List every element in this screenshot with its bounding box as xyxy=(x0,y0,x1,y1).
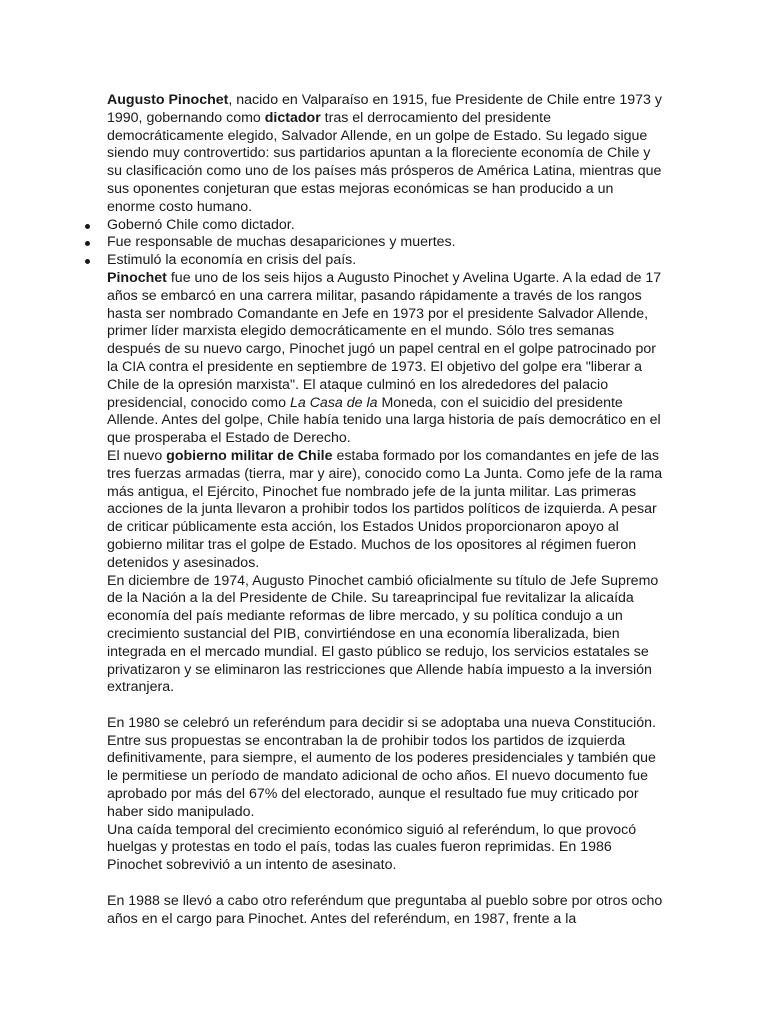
referendum-1988-paragraph: En 1988 se llevó a cabo otro referéndum que preguntaba al pueblo sobre por otros ocho años en el cargo para Pinochet. Antes del referéndum, en 1987, frente a la xyxy=(107,892,663,927)
bullet-item xyxy=(107,252,663,270)
bullet-list xyxy=(107,217,663,270)
p3-bold: gobierno militar de Chile xyxy=(166,447,333,464)
intro-text-1: , nacido en Valparaíso en 1915, fue Presidente de Chile entre 1973 y 1990, gobernando como xyxy=(107,92,662,126)
biography-paragraph xyxy=(107,270,663,448)
bullet-item xyxy=(107,234,663,252)
referendum-1980-paragraph: En 1980 se celebró un referéndum para decidir si se adoptaba una nueva Constitución. Entre sus propuestas se encontraban la de prohibir todos los partidos de izquierda definitivamente, para siempre, el aumento de los poderes presidenciales y también que le permitiese un período de mandato adicional de ocho años. El nuevo documento fue aprobado por más del 67% del electorado, aunque el resultado fue muy criticado por haber sido manipulado. xyxy=(107,714,656,820)
p2-italic: La Casa de la xyxy=(289,394,378,411)
bullet-dot-icon xyxy=(85,259,90,264)
intro-dictador: dictador xyxy=(264,109,321,126)
economy-paragraph: En diciembre de 1974, Augusto Pinochet cambió oficialmente su título de Jefe Supremo de la Nación a la del Presidente de Chile. Su tareaprincipal fue revitalizar la alicaída economía del país mediante reformas de libre mercado, y su política condujo a un crecimiento sustancial del PIB, convirtiéndose en una economía liberalizada, bien integrada en el mercado mundial. El gasto público se redujo, los servicios estatales se privatizaron y se eliminaron las restricciones que Allende había impuesto a la inversión extranjera. xyxy=(107,572,659,696)
bullet-dot-icon xyxy=(85,241,90,246)
bullet-item xyxy=(107,217,663,235)
p3-text-0: El nuevo xyxy=(107,447,167,464)
p2-text-2: Moneda, con el suicidio del presidente Allende. Antes del golpe, Chile había tenido una larga historia de país democrático en el que prosperaba el Estado de Derecho. xyxy=(107,394,661,447)
p2-name: Pinochet xyxy=(107,269,167,286)
bullet-text: Estimuló la economía en crisis del país. xyxy=(107,252,357,269)
document-body xyxy=(107,92,663,928)
protests-paragraph: Una caída temporal del crecimiento económico siguió al referéndum, lo que provocó huelgas y protestas en todo el país, todas las cuales fueron reprimidas. En 1986 Pinochet sobrevivió a un intento de asesinato. xyxy=(107,821,637,874)
intro-name: Augusto Pinochet xyxy=(107,92,229,108)
p3-text-1: estaba formado por los comandantes en jefe de las tres fuerzas armadas (tierra, mar y aire), conocido como La Junta. Como jefe de la rama más antigua, el Ejército, Pinochet fue nombrado jefe de la junta militar. Las primeras acciones de la junta llevaron a prohibir todos los partidos políticos de izquierda. A pesar de criticar públicamente esta acción, los Estados Unidos proporcionaron apoyo al gobierno militar tras el golpe de Estado. Muchos de los opositores al régimen fueron detenidos y asesinados. xyxy=(107,447,663,571)
bullet-text: Gobernó Chile como dictador. xyxy=(107,216,295,233)
intro-paragraph xyxy=(107,92,663,217)
bullet-text: Fue responsable de muchas desapariciones y muertes. xyxy=(107,234,456,251)
p2-text-1: fue uno de los seis hijos a Augusto Pinochet y Avelina Ugarte. A la edad de 17 años se embarcó en una carrera militar, pasando rápidamente a través de los rangos hasta ser nombrado Comandante en Jefe en 1973 por el presidente Salvador Allende, primer líder marxista elegido democráticamente en el mundo. Sólo tres semanas después de su nuevo cargo, Pinochet jugó un papel central en el golpe patrocinado por la CIA contra el presidente en septiembre de 1973. El objetivo del golpe era "liberar a Chile de la opresión marxista". El ataque culminó en los alrededores del palacio presidencial, conocido como xyxy=(107,269,662,411)
junta-paragraph xyxy=(107,448,663,573)
intro-text-2: tras el derrocamiento del presidente democráticamente elegido, Salvador Allende, en un golpe de Estado. Su legado sigue siendo muy controvertido: sus partidarios apuntan a la floreciente economía de Chile y su clasificación como uno de los países más prósperos de América Latina, mientras que sus oponentes conjeturan que estas mejoras económicas se han producido a un enorme costo humano. xyxy=(107,109,662,215)
bullet-dot-icon xyxy=(85,224,90,229)
